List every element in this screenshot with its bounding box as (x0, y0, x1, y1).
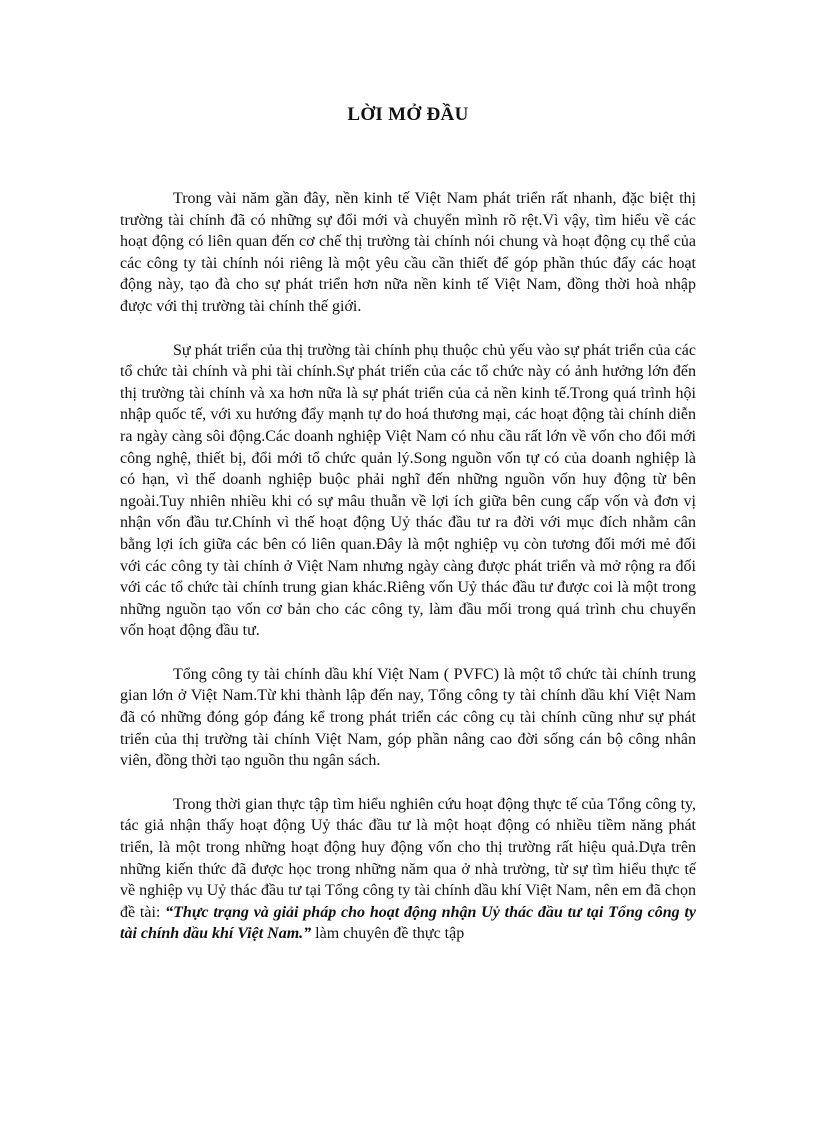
page-title: LỜI MỞ ĐẦU (347, 104, 469, 125)
paragraph-4-tail: làm chuyên đề thực tập (311, 925, 465, 943)
paragraph-4-text: Trong thời gian thực tập tìm hiểu nghiên cứu hoạt động thực tế của Tổng công ty, tác giả nhận thấy hoạt động Uỷ thác đầu tư là một hoạt động có nhiều tiềm năng phát triển, là một trong những hoạt động huy động vốn cho thị trường rất hiệu quả.Dựa trên những kiến thức đã được học trong những năm qua ở nhà trường, từ sự tìm hiểu thực tế về nghiệp vụ Uỷ thác đầu tư tại Tổng công ty tài chính dầu khí Việt Nam, nên em đã chọn đề tài: (120, 795, 696, 921)
paragraph-1: Trong vài năm gần đây, nền kinh tế Việt Nam phát triển rất nhanh, đặc biệt thị trường tài chính đã có những sự đổi mới và chuyển mình rõ rệt.Vì vậy, tìm hiểu về các hoạt động có liên quan đến cơ chế thị trường tài chính nói chung và hoạt động cụ thể của các công ty tài chính nói riêng là một yêu cầu cần thiết để góp phần thúc đẩy các hoạt động này, tạo đà cho sự phát triển hơn nữa nền kinh tế Việt Nam, đồng thời hoà nhập được với thị trường tài chính thế giới. (120, 190, 696, 315)
thesis-topic: “Thực trạng và giải pháp cho hoạt động nhận Uỷ thác đầu tư tại Tổng công ty tài chính dầu khí Việt Nam.” (120, 903, 696, 943)
paragraph-3: Tổng công ty tài chính dầu khí Việt Nam ( PVFC) là một tổ chức tài chính trung gian lớn ở Việt Nam.Từ khi thành lập đến nay, Tổng công ty tài chính dầu khí Việt Nam đã có những đóng góp đáng kể trong phát triển các công cụ tài chính cũng như sự phát triển của thị trường tài chính Việt Nam, góp phần nâng cao đời sống cán bộ công nhân viên, đồng thời tạo nguồn thu ngân sách. (120, 665, 696, 770)
document-body (120, 188, 696, 967)
paragraph-2: Sự phát triển của thị trường tài chính phụ thuộc chủ yếu vào sự phát triển của các tổ chức tài chính và phi tài chính.Sự phát triển của các tổ chức này có ảnh hưởng lớn đến thị trường tài chính và xa hơn nữa là sự phát triển của cả nền kinh tế.Trong quá trình hội nhập quốc tế, với xu hướng đẩy mạnh tự do hoá thương mại, các hoạt động tài chính diễn ra ngày càng sôi động.Các doanh nghiệp Việt Nam có nhu cầu rất lớn về vốn cho đổi mới công nghệ, thiết bị, đổi mới tổ chức quản lý.Song nguồn vốn tự có của doanh nghiệp là có hạn, vì thế doanh nghiệp buộc phải nghĩ đến những nguồn vốn huy động từ bên ngoài.Tuy nhiên nhiều khi có sự mâu thuẫn về lợi ích giữa bên cung cấp vốn và đơn vị nhận vốn đầu tư.Chính vì thế hoạt động Uỷ thác đầu tư ra đời với mục đích nhằm cân bằng lợi ích giữa các bên có liên quan.Đây là một nghiệp vụ còn tương đối mới mẻ đối với các công ty tài chính ở Việt Nam nhưng ngày càng được phát triển và mở rộng ra đối với các tổ chức tài chính trung gian khác.Riêng vốn Uỷ thác đầu tư được coi là một trong những nguồn tạo vốn cơ bản cho các công ty, làm đầu mối trong quá trình chu chuyển vốn hoạt động đầu tư. (120, 341, 696, 640)
paragraph-4 (120, 794, 696, 945)
